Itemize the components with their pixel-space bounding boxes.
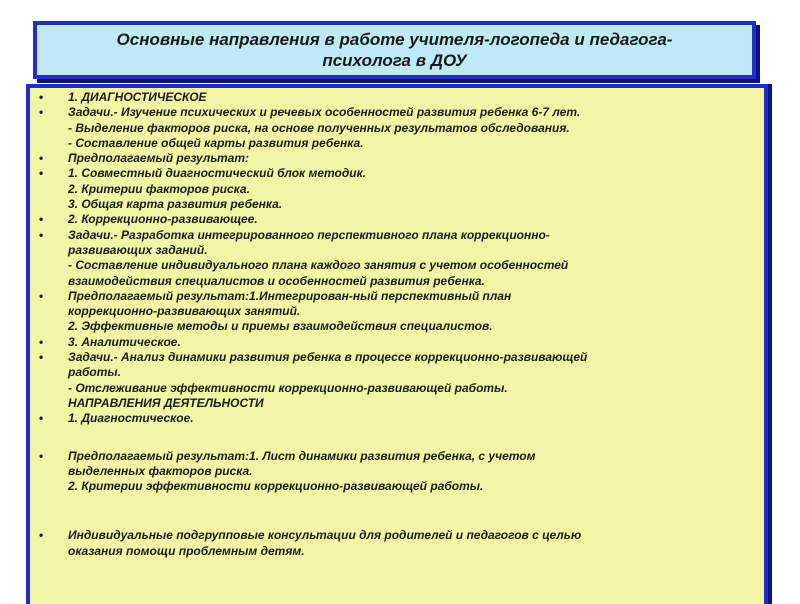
list-item: • 1. Диагностическое. xyxy=(30,411,764,426)
content-panel xyxy=(26,84,768,604)
list-item: • Задачи.- Разработка интегрированного перспективного плана коррекционно- развивающих заданий. - Составление индивидуального плана каждого занятия с учетом особенностей взаимодействия специалистов и особенностей развития ребенка. xyxy=(30,228,764,289)
list-item: • 2. Коррекционно-развивающее. xyxy=(30,212,764,227)
list-item: • 1. Совместный диагностический блок методик. 2. Критерии факторов риска. 3. Общая карта развития ребенка. xyxy=(30,166,764,212)
slide-title-line-1: Основные направления в работе учителя-логопеда и педагога- xyxy=(116,30,673,49)
slide-title-line-2: психолога в ДОУ xyxy=(322,51,467,70)
list-item: • Предполагаемый результат: xyxy=(30,151,764,166)
list-item: • 1. ДИАГНОСТИЧЕСКОЕ xyxy=(30,90,764,105)
list-item: • Задачи.- Анализ динамики развития ребенка в процессе коррекционно-развивающей работы. - Отслеживание эффективности коррекционно-развивающей работы. НАПРАВЛЕНИЯ ДЕЯТЕЛЬНОСТИ xyxy=(30,350,764,411)
list-item: • Задачи.- Изучение психических и речевых особенностей развития ребенка 6-7 лет. - Выделение факторов риска, на основе полученных результатов обследования. - Составление общей карты развития ребенка. xyxy=(30,105,764,151)
slide-title xyxy=(33,21,756,79)
list-item: • 3. Аналитическое. xyxy=(30,335,764,350)
list-item: • Предполагаемый результат:1.Интегрирован-ный перспективный план коррекционно-развивающих занятий. 2. Эффективные методы и приемы взаимодействия специалистов. xyxy=(30,289,764,335)
bullet-list xyxy=(30,88,764,559)
list-item: • Предполагаемый результат:1. Лист динамики развития ребенка, с учетом выделенных факторов риска. 2. Критерии эффективности коррекционно-развивающей работы. xyxy=(30,449,764,495)
list-item: • Индивидуальные подгрупповые консультации для родителей и педагогов с целью оказания помощи проблемным детям. xyxy=(30,528,764,559)
